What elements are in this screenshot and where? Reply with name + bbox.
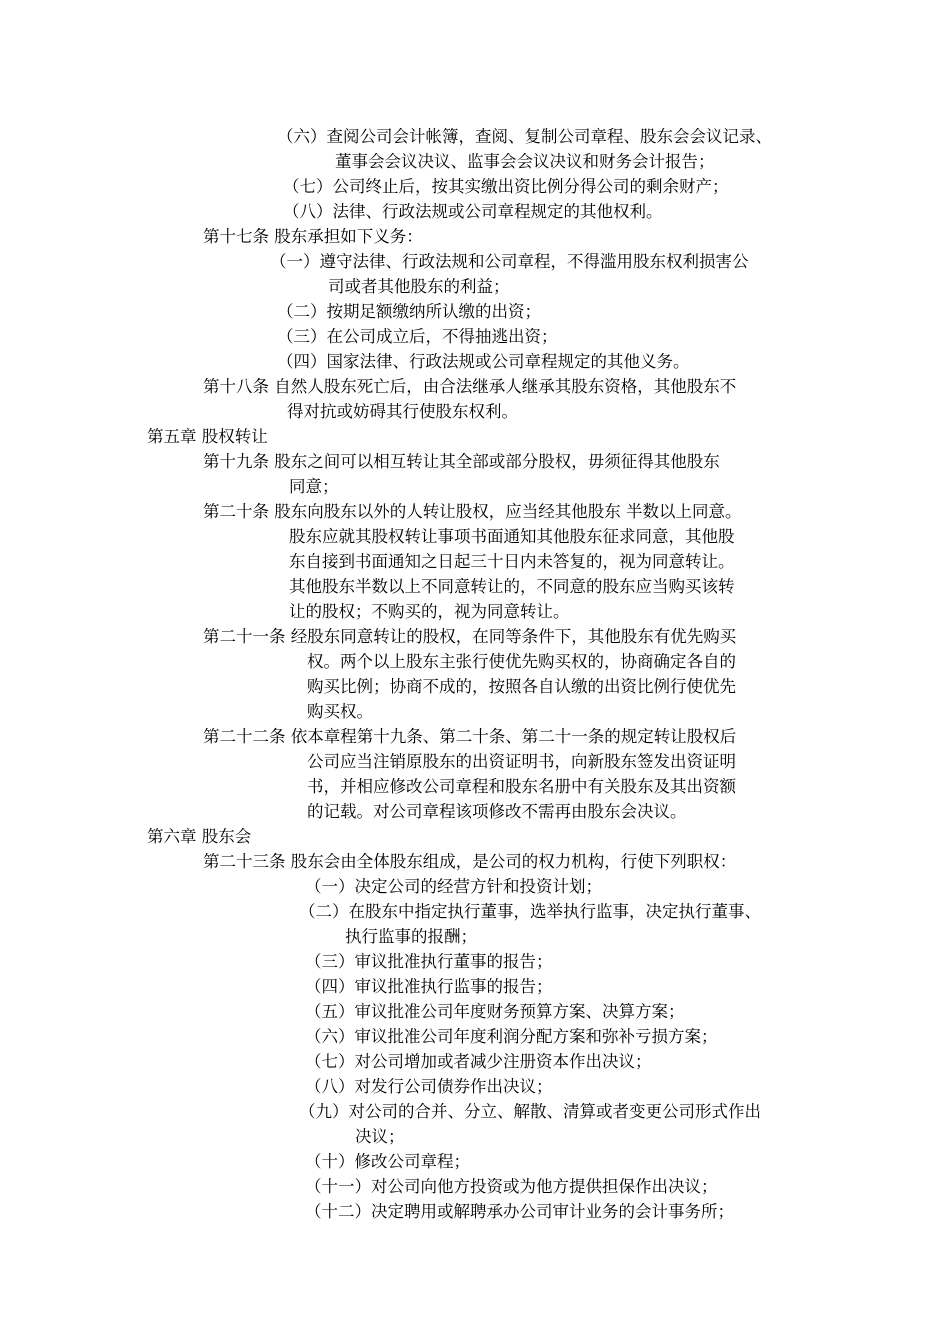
text-line: 执行监事的报酬； [345, 927, 477, 946]
text-line: 公司应当注销原股东的出资证明书，向新股东签发出资证明 [307, 752, 736, 771]
text-line: 董事会会议决议、监事会会议决议和财务会计报告； [335, 152, 715, 171]
text-line: 其他股东半数以上不同意转让的，不同意的股东应当购买该转 [289, 577, 735, 596]
text-line: （八）对发行公司债券作出决议； [305, 1077, 553, 1096]
text-line: 权。两个以上股东主张行使优先购买权的，协商确定各自的 [307, 652, 736, 671]
article-heading: 第二十二条 依本章程第十九条、第二十条、第二十一条的规定转让股权后 [203, 727, 737, 746]
text-line: （五）审议批准公司年度财务预算方案、决算方案； [305, 1002, 685, 1021]
text-line: （十一）对公司向他方投资或为他方提供担保作出决议； [305, 1177, 718, 1196]
text-line: 购买权。 [307, 702, 373, 721]
text-line: （八）法律、行政法规或公司章程规定的其他权利。 [283, 202, 663, 221]
text-line: 股东应就其股权转让事项书面通知其他股东征求同意，其他股 [289, 527, 735, 546]
text-line: 让的股权；不购买的，视为同意转让。 [289, 602, 570, 621]
text-line: 同意； [289, 477, 339, 496]
text-line: （七）对公司增加或者减少注册资本作出决议； [305, 1052, 652, 1071]
text-line: （六）审议批准公司年度利润分配方案和弥补亏损方案； [305, 1027, 718, 1046]
chapter-heading: 第六章 股东会 [147, 827, 252, 846]
text-line: 东自接到书面通知之日起三十日内未答复的，视为同意转让。 [289, 552, 735, 571]
text-line: 购买比例；协商不成的，按照各自认缴的出资比例行使优先 [307, 677, 736, 696]
chapter-heading: 第五章 股权转让 [147, 427, 268, 446]
text-line: （四）国家法律、行政法规或公司章程规定的其他义务。 [277, 352, 690, 371]
text-line: （六）查阅公司会计帐簿，查阅、复制公司章程、股东会会议记录、 [277, 127, 772, 146]
text-line: （四）审议批准执行监事的报告； [305, 977, 553, 996]
article-heading: 第十九条 股东之间可以相互转让其全部或部分股权，毋须征得其他股东 [203, 452, 720, 471]
text-line: 司或者其他股东的利益； [328, 277, 510, 296]
article-heading: 第十七条 股东承担如下义务： [203, 227, 423, 246]
text-line: 的记载。对公司章程该项修改不需再由股东会决议。 [307, 802, 687, 821]
text-line: （十）修改公司章程； [305, 1152, 470, 1171]
text-line: （九）对公司的合并、分立、解散、清算或者变更公司形式作出 [299, 1102, 761, 1121]
text-line: （一）决定公司的经营方针和投资计划； [305, 877, 602, 896]
text-line: （三）在公司成立后，不得抽逃出资； [277, 327, 558, 346]
article-heading: 第二十一条 经股东同意转让的股权，在同等条件下，其他股东有优先购买 [203, 627, 737, 646]
article-heading: 第十八条 自然人股东死亡后，由合法继承人继承其股东资格，其他股东不 [203, 377, 737, 396]
text-line: （七）公司终止后，按其实缴出资比例分得公司的剩余财产； [283, 177, 729, 196]
text-line: 得对抗或妨碍其行使股东权利。 [287, 402, 518, 421]
article-heading: 第二十条 股东向股东以外的人转让股权，应当经其他股东 半数以上同意。 [203, 502, 742, 521]
text-line: （二）在股东中指定执行董事，选举执行监事，决定执行董事、 [299, 902, 761, 921]
text-line: （一）遵守法律、行政法规和公司章程，不得滥用股东权利损害公 [270, 252, 749, 271]
text-line: （十二）决定聘用或解聘承办公司审计业务的会计事务所； [305, 1202, 734, 1221]
text-line: 决议； [355, 1127, 405, 1146]
text-line: 书，并相应修改公司章程和股东名册中有关股东及其出资额 [307, 777, 736, 796]
text-line: （二）按期足额缴纳所认缴的出资； [277, 302, 541, 321]
article-heading: 第二十三条 股东会由全体股东组成，是公司的权力机构，行使下列职权： [203, 852, 737, 871]
text-line: （三）审议批准执行董事的报告； [305, 952, 553, 971]
